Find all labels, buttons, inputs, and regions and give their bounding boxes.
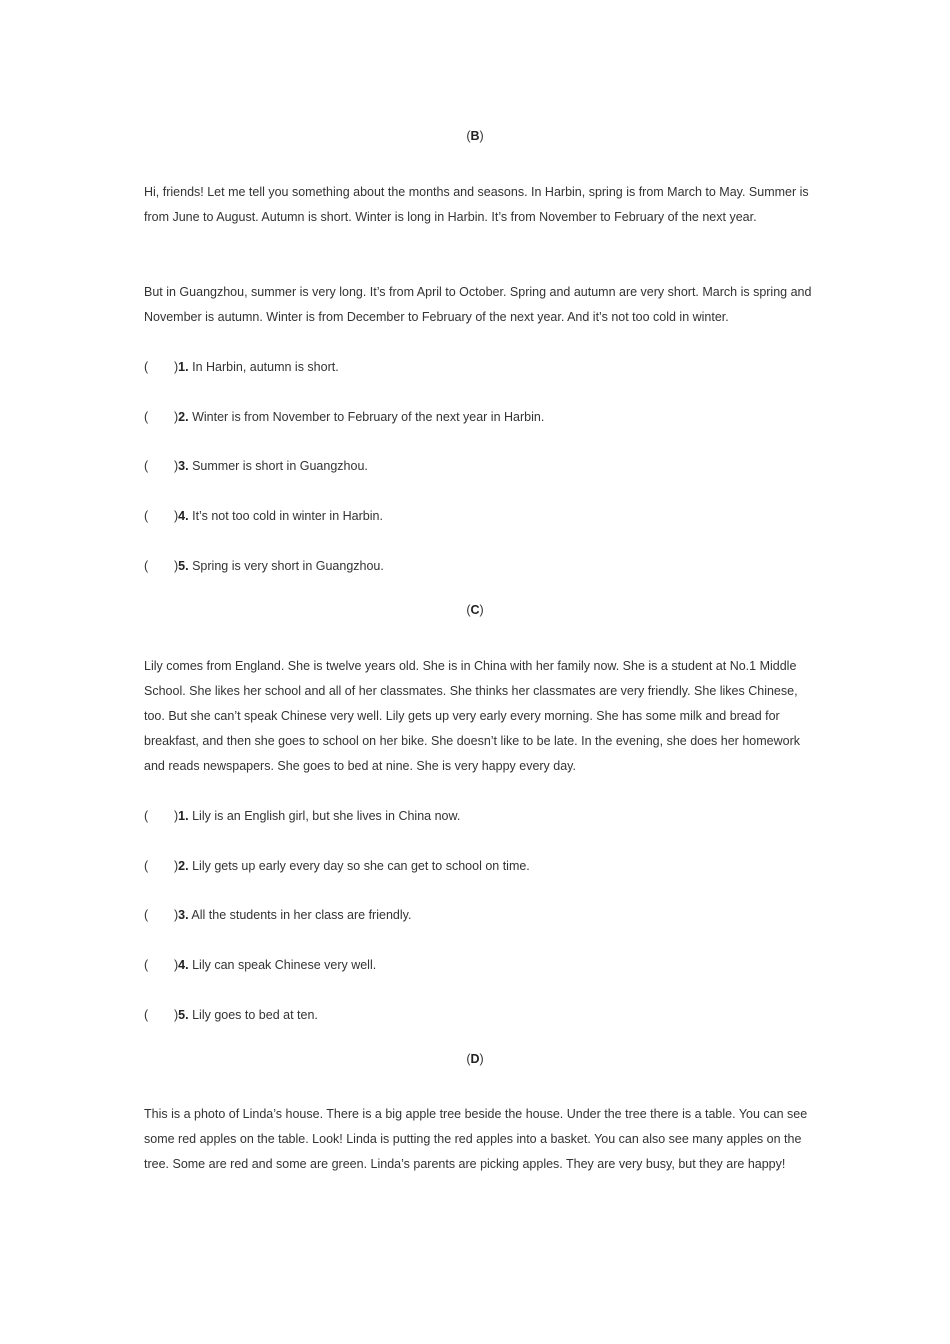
question-text: Winter is from November to February of the next year in Harbin.: [192, 410, 545, 424]
answer-paren-open: (: [144, 509, 149, 523]
question-text: It’s not too cold in winter in Harbin.: [192, 509, 383, 523]
answer-paren-close: ): [174, 559, 179, 573]
section-c-letter: C: [470, 603, 480, 617]
section-b-question-2: [144, 407, 814, 427]
answer-paren-close: ): [174, 410, 179, 424]
question-text: In Harbin, autumn is short.: [192, 360, 339, 374]
section-c-question-3: [144, 905, 814, 925]
answer-paren-open: (: [144, 859, 149, 873]
section-c-question-5: [144, 1005, 814, 1025]
question-number: 2.: [178, 410, 189, 424]
section-b-heading: (B): [466, 129, 484, 143]
section-c-heading: (C): [466, 603, 484, 617]
answer-paren-close: ): [174, 360, 179, 374]
answer-paren-open: (: [144, 809, 149, 823]
answer-paren-close: ): [174, 958, 179, 972]
section-b-paragraph-1: [144, 180, 814, 230]
section-c-paragraph-1: [144, 654, 814, 779]
paragraph-text: But in Guangzhou, summer is very long. It’s from April to October. Spring and autumn are very short. March is spring and November is autumn. Winter is from December to February of the next year. And it’s not too cold in winter.: [144, 285, 812, 324]
section-b-letter: B: [470, 129, 480, 143]
paragraph-text: This is a photo of Linda’s house. There is a big apple tree beside the house. Under the tree there is a table. You can see some red apples on the table. Look! Linda is putting the red apples into a basket. You can also see many apples on the tree. Some are red and some are green. Linda’s parents are picking apples. They are very busy, but they are happy!: [144, 1107, 808, 1171]
question-text: Spring is very short in Guangzhou.: [192, 559, 384, 573]
question-text: Lily can speak Chinese very well.: [192, 958, 377, 972]
question-number: 5.: [178, 1008, 189, 1022]
question-number: 2.: [178, 859, 189, 873]
answer-paren-open: (: [144, 559, 149, 573]
section-b-paragraph-2: [144, 280, 814, 330]
section-b-question-3: [144, 456, 814, 476]
section-b-question-1: [144, 357, 814, 377]
question-number: 4.: [178, 958, 189, 972]
answer-paren-open: (: [144, 1008, 149, 1022]
question-number: 3.: [178, 908, 189, 922]
answer-paren-close: ): [174, 859, 179, 873]
section-c-question-2: [144, 856, 814, 876]
question-text: All the students in her class are friendly.: [191, 908, 412, 922]
section-c-question-1: [144, 806, 814, 826]
section-b-question-4: [144, 506, 814, 526]
question-text: Lily is an English girl, but she lives in China now.: [192, 809, 461, 823]
paragraph-text: Lily comes from England. She is twelve years old. She is in China with her family now. She is a student at No.1 Middle School. She likes her school and all of her classmates. She thinks her classmates are very friendly. She likes Chinese, too. But she can’t speak Chinese very well. Lily gets up very early every morning. She has some milk and bread for breakfast, and then she goes to school on her bike. She doesn’t like to be late. In the evening, she does her homework and reads newspapers. She goes to bed at nine. She is very happy every day.: [144, 659, 800, 773]
question-text: Summer is short in Guangzhou.: [192, 459, 368, 473]
answer-paren-open: (: [144, 360, 149, 374]
section-d-heading: (D): [466, 1052, 484, 1066]
answer-paren-open: (: [144, 908, 149, 922]
question-text: Lily goes to bed at ten.: [192, 1008, 318, 1022]
answer-paren-close: ): [174, 809, 179, 823]
answer-paren-close: ): [174, 459, 179, 473]
answer-paren-close: ): [174, 509, 179, 523]
question-number: 1.: [178, 809, 189, 823]
question-number: 3.: [178, 459, 189, 473]
answer-paren-open: (: [144, 459, 149, 473]
section-b-question-5: [144, 556, 814, 576]
answer-paren-open: (: [144, 958, 149, 972]
section-d-paragraph-1: [144, 1102, 814, 1177]
answer-paren-close: ): [174, 1008, 179, 1022]
question-number: 5.: [178, 559, 189, 573]
question-text: Lily gets up early every day so she can get to school on time.: [192, 859, 530, 873]
answer-paren-close: ): [174, 908, 179, 922]
paragraph-text: Hi, friends! Let me tell you something about the months and seasons. In Harbin, spring is from March to May. Summer is from June to August. Autumn is short. Winter is long in Harbin. It’s from November to February of the next year.: [144, 185, 809, 224]
section-d-letter: D: [470, 1052, 480, 1066]
answer-paren-open: (: [144, 410, 149, 424]
question-number: 4.: [178, 509, 189, 523]
section-c-question-4: [144, 955, 814, 975]
question-number: 1.: [178, 360, 189, 374]
